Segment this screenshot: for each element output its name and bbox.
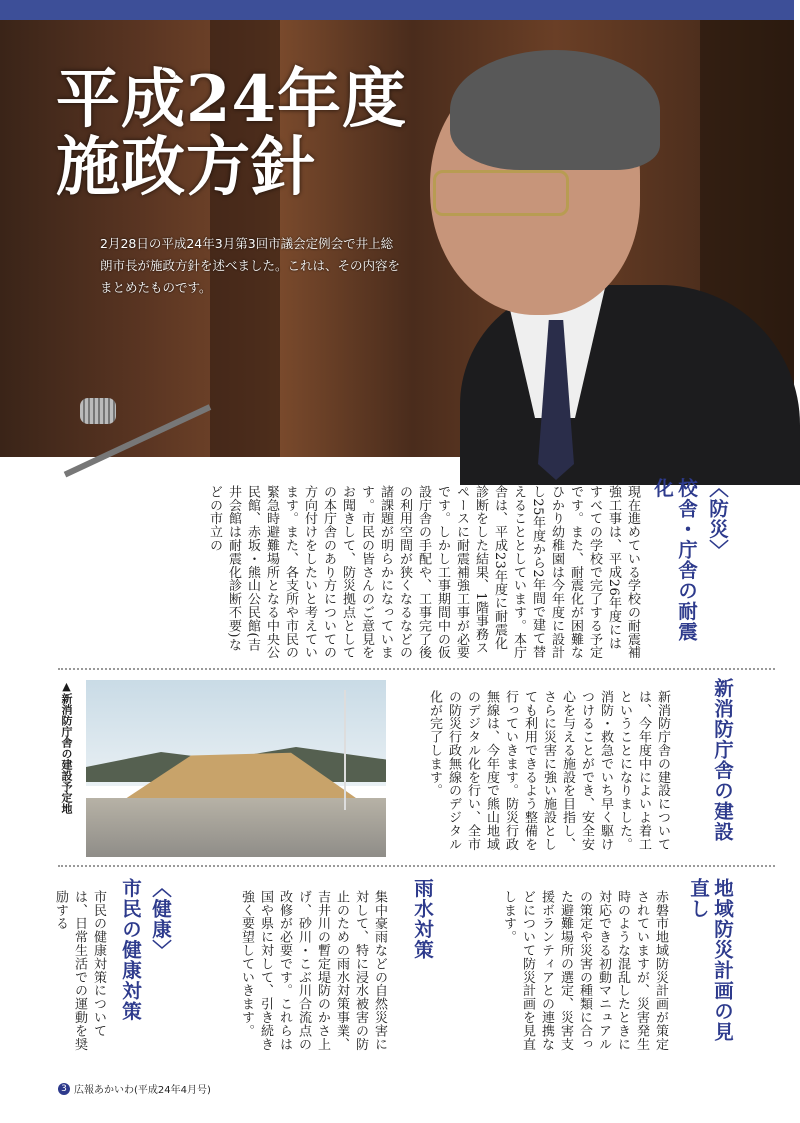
section-tag-kenkou: 〈健康〉 bbox=[149, 878, 172, 960]
section-body-kenkou: 市民の健康対策については、日常生活での運動を奨励する bbox=[53, 890, 106, 1051]
lead-text: 2月28日の平成24年3月第3回市議会定例会で井上総朗市長が施政方針を述べました。これは、その内容をまとめたものです。 bbox=[100, 236, 401, 295]
title-line-1: 平成24年度 bbox=[56, 62, 408, 137]
section-body-shouboucho: 新消防庁舎の建設については、今年度中によいよ着工ということになりました。消防・救急でいち早く駆けつけることができ、安全安心を与える施設を目指し、さらに災害に強い施設としても利用できるよう整備を行っていきます。防災行政無線は、今年度で熊山地域のデジタル化を行い、全市の防災行政無線のデジタル化が完了します。 bbox=[427, 690, 670, 851]
section-heading-taishinka: 校舎・庁舎の耐震化 bbox=[651, 478, 698, 642]
section-divider bbox=[58, 865, 775, 867]
section-tag-bousai: 〈防災〉 bbox=[706, 478, 729, 560]
section-heading-kenkou: 市民の健康対策 bbox=[119, 878, 142, 1022]
construction-site-photo bbox=[86, 680, 386, 857]
publication-name: 広報あかいわ(平成24年4月号) bbox=[74, 1085, 211, 1096]
microphone-icon bbox=[80, 398, 116, 424]
title-line-2: 施政方針 bbox=[56, 130, 316, 205]
section-divider bbox=[58, 668, 775, 670]
section-body-bousaikeikaku: 赤磐市地域防災計画が策定されていますが、災害発生時のような混乱したときに対応できる初動マニュアルの策定や災害の種類に合った避難場所の選定、災害支援ボランティアとの連携などについて防災計画を見直します。 bbox=[501, 890, 668, 1051]
page-title bbox=[56, 62, 408, 205]
photo-caption: ▲新消防庁舎の建設予定地 bbox=[60, 680, 73, 814]
header-bar bbox=[0, 0, 794, 20]
section-heading-usui: 雨水対策 bbox=[411, 878, 434, 960]
section-body-usui: 集中豪雨などの自然災害に対して、特に浸水被害の防止のための雨水対策事業、吉井川の暫定堤防のかさ上げ、砂川・こぶ川合流点の改修が必要です。これらは国や県に対して、引き続き強く要望していきます。 bbox=[239, 890, 387, 1051]
mayor-hair bbox=[450, 50, 660, 170]
page-footer bbox=[58, 1081, 211, 1096]
page-number: 3 bbox=[58, 1083, 70, 1095]
photo-ground bbox=[86, 798, 386, 857]
photo-pole bbox=[344, 690, 346, 810]
section-heading-bousaikeikaku: 地域防災計画の見直し bbox=[687, 878, 734, 1042]
section-body-taishinka: 現在進めている学校の耐震補強工事は、平成26年度にはすべての学校で完了する予定です。また、耐震化が困難なひかり幼稚園は今年度に設計し25年度から2年間で建て替えることとしています。本庁舎は、平成23年度に耐震化診断をした結果、1階事務スペースに耐震補強工事が必要です。しかし工事期間中の仮設庁舎の手配や、工事完了後の利用空間が狭くなるなどの諸課題が明らかになっています。市民の皆さんのご意見をお聞きして、防災拠点としての本庁舎のあり方についての方向付けをしたいと考えています。また、各支所や市民の緊急時避難場所となる中央公民館、赤坂・熊山公民館(吉井会館は耐震化診断不要)などの市立の bbox=[207, 485, 640, 660]
glasses-icon bbox=[433, 170, 569, 216]
section-heading-shouboucho: 新消防庁舎の建設 bbox=[711, 678, 734, 842]
